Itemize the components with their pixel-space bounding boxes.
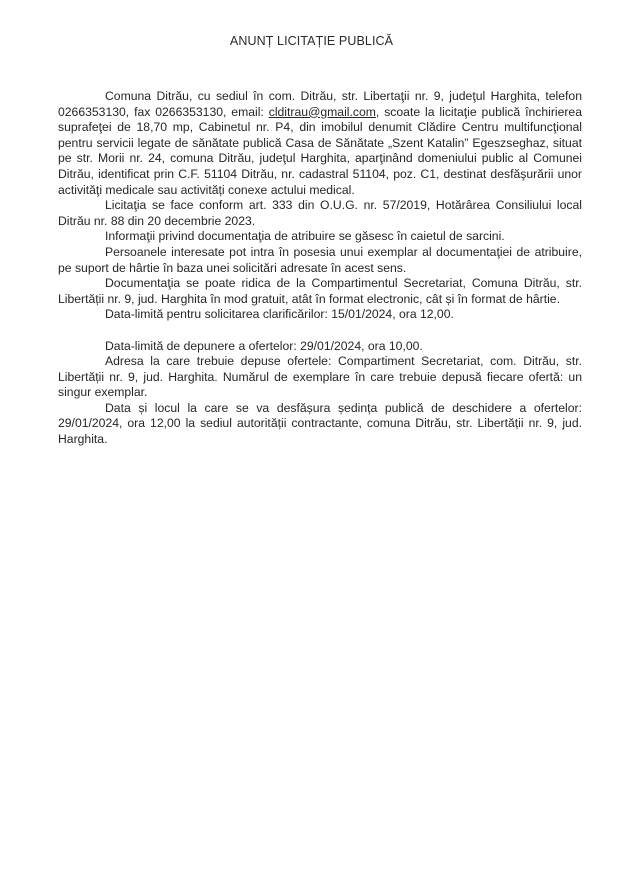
document-body [58, 89, 582, 448]
paragraph-legal-basis: Licitaţia se face conform art. 333 din O.U.G. nr. 57/2019, Hotărârea Consiliului local Ditrău nr. 88 din 20 decembrie 2023. [58, 198, 582, 228]
paragraph-submission-address: Adresa la care trebuie depuse ofertele: Compartiment Secretariat, com. Ditrău, str. Libertății nr. 9, jud. Harghita. Numărul de exemplare în care trebuie depusă fiecare ofertă: un singur exemplar. [58, 354, 582, 400]
intro-text-before-email: Comuna Ditrău, cu sediul în com. Ditrău, str. Libertaţii nr. 9, judeţul Harghita, telefon 0266353130, fax 0266353130, email: [58, 89, 582, 119]
paragraph-clarification-deadline: Data-limită pentru solicitarea clarificărilor: 15/01/2024, ora 12,00. [105, 307, 454, 322]
paragraph-intro [58, 89, 582, 198]
intro-text-after-email: , scoate la licitaţie publică închirierea suprafeţei de 18,70 mp, Cabinetul nr. P4, din imobilul denumit Clădire Centru multifuncţional pentru servicii legate de sănătate publică Casa de Sănătate „Szent Katalin” Egeszseghaz, situat pe str. Morii nr. 24, comuna Ditrău, judeţul Harghita, aparţinând domeniului public al Comunei Ditrău, identificat prin C.F. 51104 Ditrău, nr. cadastral 51104, poz. C1, destinat desfăşurării unor activităţi medicale sau activități conexe actului medical. [58, 104, 582, 197]
paragraph-documentation-info: Informaţii privind documentaţia de atribuire se găsesc în caietul de sarcini. [105, 229, 505, 244]
paragraph-obtain-documentation: Persoanele interesate pot intra în posesia unui exemplar al documentaţiei de atribuire, pe suport de hârtie în baza unei solicitări adresate în acest sens. [58, 244, 582, 275]
paragraph-opening-session: Data și locul la care se va desfășura ședința publică de deschidere a ofertelor: 29/01/2024, ora 12,00 la sediul autorității contractante, comuna Ditrău, str. Libertății nr. 9, jud. Harghita. [58, 400, 582, 447]
paragraph-submission-deadline: Data-limită de depunere a ofertelor: 29/01/2024, ora 10,00. [105, 338, 423, 353]
document-title: ANUNȚ LICITAȚIE PUBLICĂ [229, 34, 394, 48]
email-link[interactable]: clditrau@gmail.com [268, 104, 376, 119]
paragraph-pickup-location: Documentaţia se poate ridica de la Compartimentul Secretariat, Comuna Ditrău, str. Libertății nr. 9, jud. Harghita în mod gratuit, atât în format electronic, cât și în format de hârtie. [58, 276, 582, 306]
